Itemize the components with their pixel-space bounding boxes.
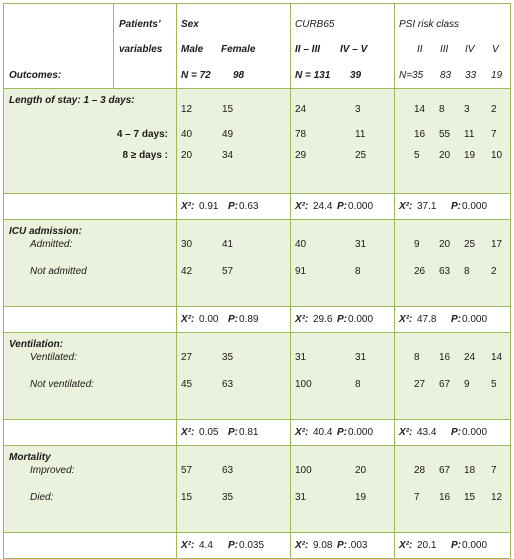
sex-female-n: 98 xyxy=(233,70,245,81)
curb65-group1-value: 24 xyxy=(295,104,307,115)
curb65-group2-value: 19 xyxy=(355,492,367,503)
psi-chi-square-value: 43.4 xyxy=(417,427,437,438)
sex-p-value: 0.81 xyxy=(239,427,259,438)
psi-class2-value: 9 xyxy=(414,239,420,250)
curb65-p-value: 0.000 xyxy=(348,427,374,438)
psi-class5-value: 12 xyxy=(491,492,503,503)
psi-class4-value: 25 xyxy=(464,239,476,250)
sex-chi-square-value: 0.05 xyxy=(199,427,219,438)
curb65-group2-value: 3 xyxy=(355,104,361,115)
curb65-group2-value: 31 xyxy=(355,239,367,250)
psi-values-cell xyxy=(395,220,511,307)
curb65-title: CURB65 xyxy=(295,19,335,30)
curb65-p-value: 0.000 xyxy=(348,314,374,325)
chi-square-label: X²: xyxy=(295,427,309,438)
psi-class5-value: 7 xyxy=(491,129,497,140)
psi-class5-value: 7 xyxy=(491,465,497,476)
psi-class4-value: 11 xyxy=(464,129,475,140)
psi-class2-value: 8 xyxy=(414,352,420,363)
sex-female-value: 41 xyxy=(222,239,234,250)
curb65-group1-value: 100 xyxy=(295,465,312,476)
patients-variables-label-line1: Patients’ xyxy=(119,19,161,30)
curb65-group2-value: 20 xyxy=(355,465,367,476)
sex-male-value: 42 xyxy=(181,266,193,277)
psi-class3-value: 55 xyxy=(439,129,451,140)
psi-class5-value: 2 xyxy=(491,104,497,115)
psi-class3-n: 83 xyxy=(440,70,452,81)
curb65-group1-value: 78 xyxy=(295,129,307,140)
sex-stats-cell xyxy=(177,420,291,446)
psi-class5-value: 5 xyxy=(491,379,497,390)
curb65-group1-value: 40 xyxy=(295,239,307,250)
sex-male-value: 27 xyxy=(181,352,193,363)
sex-male-value: 45 xyxy=(181,379,193,390)
sex-chi-square-value: 4.4 xyxy=(199,540,213,551)
section-row xyxy=(4,446,511,533)
row-label: Not ventilated: xyxy=(30,379,94,390)
curb65-group2-n: 39 xyxy=(350,70,362,81)
stats-empty-cell xyxy=(4,194,177,220)
curb65-group2-value: 31 xyxy=(355,352,367,363)
psi-class3-value: 67 xyxy=(439,379,451,390)
psi-class5-value: 17 xyxy=(491,239,503,250)
row-label: Ventilated: xyxy=(30,352,77,363)
psi-class5-value: 10 xyxy=(491,150,503,161)
curb65-p-value: .003 xyxy=(348,540,368,551)
psi-class5-n: 19 xyxy=(491,70,503,81)
sex-values-cell xyxy=(177,220,291,307)
curb65-header-cell xyxy=(291,4,395,89)
sex-p-value: 0.63 xyxy=(239,201,259,212)
curb65-stats-cell xyxy=(291,307,395,333)
patients-variables-label-line2: variables xyxy=(119,44,163,55)
psi-class3-value: 16 xyxy=(439,352,451,363)
psi-class3-value: 20 xyxy=(439,239,451,250)
curb65-group1-value: 31 xyxy=(295,352,307,363)
psi-p-value: 0.000 xyxy=(462,314,488,325)
psi-values-cell xyxy=(395,89,511,194)
row-label: Admitted: xyxy=(30,239,73,250)
section-label-container xyxy=(4,333,176,419)
chi-square-label: X²: xyxy=(399,201,413,212)
curb65-stats-cell xyxy=(291,194,395,220)
curb65-group1-value: 31 xyxy=(295,492,307,503)
psi-class4-value: 9 xyxy=(464,379,470,390)
curb65-stats-cell xyxy=(291,533,395,559)
row-label: Improved: xyxy=(30,465,75,476)
stats-row xyxy=(4,533,511,559)
sex-stats-cell xyxy=(177,194,291,220)
sex-values-cell xyxy=(177,89,291,194)
sex-female-value: 49 xyxy=(222,129,234,140)
p-value-label: P: xyxy=(451,201,461,212)
sex-title: Sex xyxy=(181,19,199,30)
outcomes-table xyxy=(3,3,511,559)
curb65-chi-square-value: 24.4 xyxy=(313,201,333,212)
psi-p-value: 0.000 xyxy=(462,427,488,438)
section-label-container xyxy=(4,220,176,306)
sex-female-value: 15 xyxy=(222,104,234,115)
sex-stats-cell xyxy=(177,533,291,559)
sex-male-value: 20 xyxy=(181,150,193,161)
sex-male-value: 40 xyxy=(181,129,193,140)
sex-male-value: 12 xyxy=(181,104,193,115)
curb65-values-cell xyxy=(291,89,395,194)
psi-p-value: 0.000 xyxy=(462,540,488,551)
curb65-chi-square-value: 9.08 xyxy=(313,540,333,551)
psi-class2-value: 14 xyxy=(414,104,426,115)
p-value-label: P: xyxy=(228,540,238,551)
chi-square-label: X²: xyxy=(295,314,309,325)
psi-class2-label: II xyxy=(417,44,423,55)
section-label-cell xyxy=(4,333,177,420)
psi-class4-value: 3 xyxy=(464,104,470,115)
chi-square-label: X²: xyxy=(181,427,195,438)
section-label-cell xyxy=(4,446,177,533)
chi-square-label: X²: xyxy=(181,201,195,212)
header-row xyxy=(4,4,511,89)
psi-chi-square-value: 20.1 xyxy=(417,540,437,551)
psi-class3-value: 63 xyxy=(439,266,451,277)
stats-empty-cell xyxy=(4,420,177,446)
psi-class2-value: 5 xyxy=(414,150,420,161)
section-title: Ventilation: xyxy=(9,339,64,350)
section-row xyxy=(4,89,511,194)
chi-square-label: X²: xyxy=(399,427,413,438)
section-row xyxy=(4,220,511,307)
sex-male-value: 15 xyxy=(181,492,193,503)
psi-class3-value: 20 xyxy=(439,150,451,161)
sex-female-value: 35 xyxy=(222,352,234,363)
psi-class2-value: 28 xyxy=(414,465,426,476)
section-title: ICU admission: xyxy=(9,226,82,237)
psi-stats-cell xyxy=(395,307,511,333)
psi-class2-value: 16 xyxy=(414,129,426,140)
chi-square-label: X²: xyxy=(399,314,413,325)
chi-square-label: X²: xyxy=(295,540,309,551)
psi-class3-label: III xyxy=(440,44,449,55)
chi-square-label: X²: xyxy=(399,540,413,551)
sex-values-cell xyxy=(177,446,291,533)
sex-stats-cell xyxy=(177,307,291,333)
psi-class4-value: 19 xyxy=(464,150,476,161)
sex-female-value: 34 xyxy=(222,150,234,161)
sex-female-value: 35 xyxy=(222,492,234,503)
psi-stats-cell xyxy=(395,420,511,446)
curb65-group2-label: IV – V xyxy=(340,44,368,55)
stats-row xyxy=(4,194,511,220)
psi-class4-value: 8 xyxy=(464,266,470,277)
chi-square-label: X²: xyxy=(181,540,195,551)
psi-class4-value: 15 xyxy=(464,492,476,503)
p-value-label: P: xyxy=(337,201,347,212)
curb65-values-cell xyxy=(291,220,395,307)
curb65-group2-value: 11 xyxy=(355,129,366,140)
psi-class2-value: 7 xyxy=(414,492,420,503)
curb65-chi-square-value: 29.6 xyxy=(313,314,333,325)
sex-values-cell xyxy=(177,333,291,420)
curb65-group2-value: 25 xyxy=(355,150,367,161)
section-label-container xyxy=(4,446,176,532)
psi-class2-n: N=35 xyxy=(399,70,424,81)
stats-row xyxy=(4,307,511,333)
psi-class5-value: 2 xyxy=(491,266,497,277)
p-value-label: P: xyxy=(451,427,461,438)
sex-female-label: Female xyxy=(221,44,256,55)
sex-male-label: Male xyxy=(181,44,204,55)
psi-stats-cell xyxy=(395,194,511,220)
section-label-cell xyxy=(4,89,177,194)
section-title: Length of stay: 1 – 3 days: xyxy=(9,95,135,106)
psi-chi-square-value: 47.8 xyxy=(417,314,437,325)
psi-class2-value: 27 xyxy=(414,379,426,390)
section-row xyxy=(4,333,511,420)
curb65-group2-value: 8 xyxy=(355,266,361,277)
stats-empty-cell xyxy=(4,307,177,333)
patients-variables-header-cell xyxy=(114,4,177,89)
p-value-label: P: xyxy=(228,427,238,438)
psi-class3-value: 16 xyxy=(439,492,451,503)
p-value-label: P: xyxy=(337,427,347,438)
curb65-group1-n: N = 131 xyxy=(295,70,331,81)
sex-male-value: 30 xyxy=(181,239,193,250)
chi-square-label: X²: xyxy=(295,201,309,212)
row-label: Died: xyxy=(30,492,54,503)
sex-female-value: 63 xyxy=(222,379,234,390)
stats-empty-cell xyxy=(4,533,177,559)
sex-p-value: 0.89 xyxy=(239,314,259,325)
row-label: 4 – 7 days: xyxy=(116,129,168,140)
sex-female-value: 57 xyxy=(222,266,234,277)
curb65-values-cell xyxy=(291,333,395,420)
curb65-p-value: 0.000 xyxy=(348,201,374,212)
curb65-stats-cell xyxy=(291,420,395,446)
p-value-label: P: xyxy=(228,201,238,212)
psi-values-cell xyxy=(395,333,511,420)
section-title: Mortality xyxy=(9,452,51,463)
p-value-label: P: xyxy=(337,314,347,325)
sex-header-cell xyxy=(177,4,291,89)
p-value-label: P: xyxy=(228,314,238,325)
psi-class3-value: 67 xyxy=(439,465,451,476)
psi-class4-label: IV xyxy=(465,44,475,55)
section-label-cell xyxy=(4,220,177,307)
outcomes-header-label: Outcomes: xyxy=(9,70,62,81)
psi-class4-value: 18 xyxy=(464,465,476,476)
section-label-container xyxy=(4,89,176,193)
p-value-label: P: xyxy=(337,540,347,551)
psi-p-value: 0.000 xyxy=(462,201,488,212)
psi-class3-value: 8 xyxy=(439,104,445,115)
psi-header-cell xyxy=(395,4,511,89)
psi-class2-value: 26 xyxy=(414,266,426,277)
row-label: Not admitted xyxy=(30,266,87,277)
curb65-chi-square-value: 40.4 xyxy=(313,427,333,438)
sex-female-value: 63 xyxy=(222,465,234,476)
sex-chi-square-value: 0.91 xyxy=(199,201,219,212)
psi-chi-square-value: 37.1 xyxy=(417,201,437,212)
psi-title: PSI risk class xyxy=(399,19,460,30)
sex-chi-square-value: 0.00 xyxy=(199,314,219,325)
chi-square-label: X²: xyxy=(181,314,195,325)
p-value-label: P: xyxy=(451,540,461,551)
curb65-group1-value: 100 xyxy=(295,379,312,390)
curb65-group1-value: 29 xyxy=(295,150,307,161)
psi-class5-label: V xyxy=(492,44,499,55)
sex-male-value: 57 xyxy=(181,465,193,476)
curb65-values-cell xyxy=(291,446,395,533)
sex-male-n: N = 72 xyxy=(181,70,211,81)
psi-values-cell xyxy=(395,446,511,533)
curb65-group2-value: 8 xyxy=(355,379,361,390)
psi-class4-value: 24 xyxy=(464,352,476,363)
psi-class4-n: 33 xyxy=(465,70,477,81)
curb65-group1-value: 91 xyxy=(295,266,307,277)
psi-class5-value: 14 xyxy=(491,352,503,363)
p-value-label: P: xyxy=(451,314,461,325)
outcomes-header-cell xyxy=(4,4,114,89)
row-label: 8 ≥ days : xyxy=(122,150,168,161)
curb65-group1-label: II – III xyxy=(295,44,321,55)
psi-stats-cell xyxy=(395,533,511,559)
sex-p-value: 0.035 xyxy=(239,540,265,551)
stats-row xyxy=(4,420,511,446)
